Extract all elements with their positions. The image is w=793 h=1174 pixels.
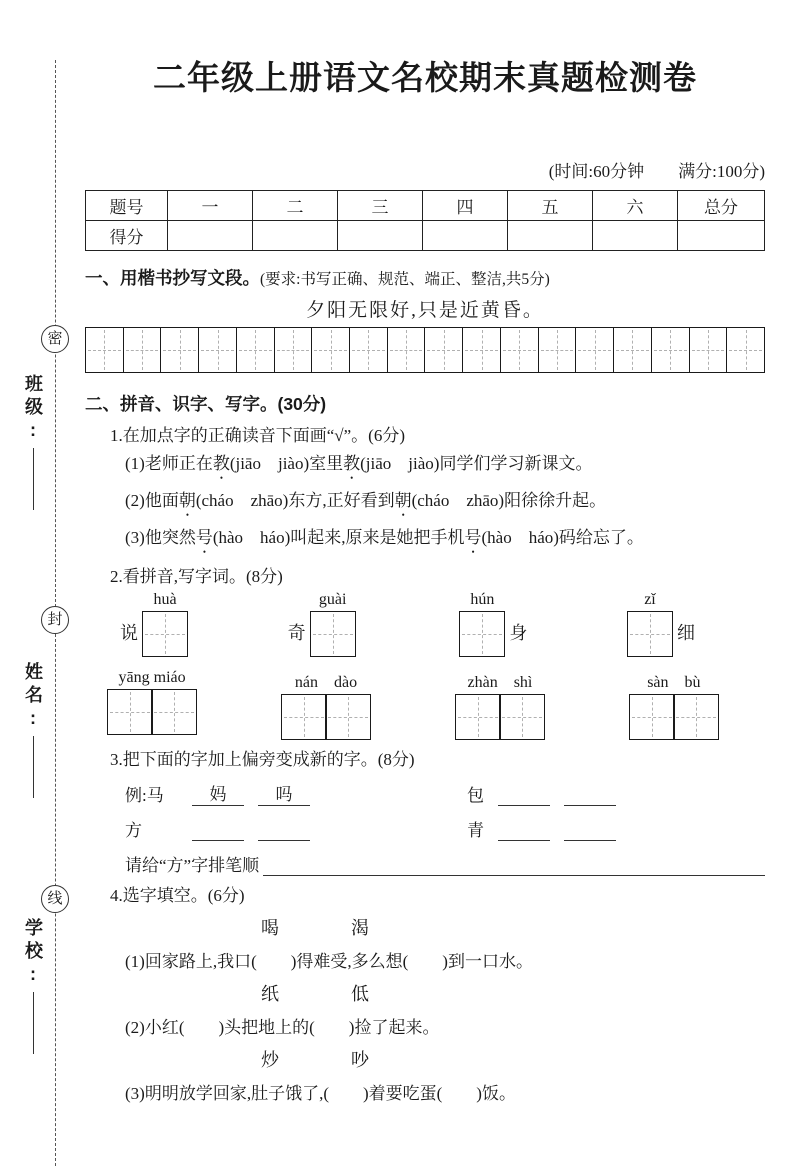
class-fill-line <box>33 448 34 510</box>
dotted-char: 教 <box>343 454 361 473</box>
score-blank-cell <box>168 221 253 251</box>
writing-cell <box>651 328 689 372</box>
answer-fill-line <box>263 875 765 876</box>
seal-char-label: 密 <box>47 331 63 347</box>
score-cell: 总分 <box>678 191 765 221</box>
q4-sentence: (1)回家路上,我口( )得难受,多么想( )到一口水。 <box>125 952 533 971</box>
score-cell: 二 <box>253 191 338 221</box>
name-field <box>18 662 48 798</box>
writing-cell <box>459 611 505 657</box>
q3-row-2 <box>85 816 765 841</box>
q1-item <box>85 524 765 557</box>
writing-cell <box>325 694 371 740</box>
pinyin-write-item <box>107 669 197 740</box>
seal-char-mi <box>41 325 69 353</box>
writing-cell <box>310 611 356 657</box>
choice-char: 吵 <box>351 1050 369 1070</box>
school-label: 学校: <box>23 918 43 989</box>
q1-item <box>85 487 765 520</box>
score-table-score-row <box>86 221 765 251</box>
seal-char-xian <box>41 885 69 913</box>
given-char: 身 <box>509 623 528 643</box>
pinyin-write-item <box>281 669 371 740</box>
school-field <box>18 918 48 1054</box>
stroke-order-prompt: 请给“方”字排笔顺 <box>125 856 260 875</box>
choice-char: 低 <box>351 984 369 1004</box>
answer-blank <box>564 784 616 806</box>
base-char: 方 <box>125 821 142 840</box>
writing-cell <box>462 328 500 372</box>
score-blank-cell <box>678 221 765 251</box>
section1-heading-text: 一、用楷书抄写文段。 <box>85 268 260 288</box>
pinyin-label: guài <box>318 591 347 608</box>
dotted-char: 号 <box>195 528 213 547</box>
writing-grid <box>459 611 505 657</box>
pinyin-options: (hào háo) <box>212 528 291 547</box>
answer-blank <box>192 819 244 841</box>
score-cell: 四 <box>423 191 508 221</box>
choice-char: 渴 <box>351 918 369 938</box>
score-cell: 得分 <box>86 221 168 251</box>
writing-cell <box>349 328 387 372</box>
q2-row1 <box>85 591 765 657</box>
given-char: 说 <box>120 623 138 643</box>
given-char: 细 <box>676 623 695 643</box>
stroke-order-line <box>85 851 765 876</box>
time-score-info: (时间:60分钟 满分:100分) <box>548 162 765 181</box>
writing-cell <box>86 328 123 372</box>
score-table <box>85 190 765 251</box>
choice-char: 炒 <box>261 1050 279 1070</box>
pinyin-write-item <box>288 591 360 657</box>
writing-cell <box>160 328 198 372</box>
seal-char-label: 封 <box>47 612 63 628</box>
writing-cell <box>151 689 197 735</box>
section1-requirement: (要求:书写正确、规范、端正、整洁,共5分) <box>260 271 550 288</box>
seal-char-feng <box>41 606 69 634</box>
writing-cell <box>629 694 675 740</box>
text-segment: 同学们学习新课文。 <box>439 454 593 473</box>
text-segment: 室里 <box>309 454 344 473</box>
q4-choices <box>85 1046 765 1072</box>
class-field <box>18 374 48 510</box>
writing-cell <box>387 328 425 372</box>
answer-blank <box>258 819 310 841</box>
writing-cell <box>613 328 651 372</box>
dotted-char: 教 <box>212 454 230 473</box>
q4-sentence: (2)小红( )头把地上的( )捡了起来。 <box>125 1018 440 1037</box>
writing-cell <box>123 328 161 372</box>
pinyin-options: (cháo zhāo) <box>195 491 289 510</box>
q3-title: 3.把下面的字加上偏旁变成新的字。(8分) <box>110 750 415 769</box>
answer-blank: 妈 <box>192 780 244 806</box>
copy-sentence: 夕阳无限好,只是近黄昏。 <box>306 300 544 321</box>
pinyin-label: zǐ <box>644 591 656 608</box>
writing-grid <box>310 611 356 657</box>
pinyin-write-item <box>623 591 695 657</box>
choice-char: 喝 <box>261 918 279 938</box>
q1-item <box>85 450 765 483</box>
score-cell: 一 <box>168 191 253 221</box>
writing-cell <box>281 694 327 740</box>
pinyin-options: (cháo zhāo) <box>411 491 505 510</box>
writing-grid <box>455 694 545 740</box>
score-blank-cell <box>423 221 508 251</box>
answer-blank: 吗 <box>258 780 310 806</box>
writing-cell <box>726 328 764 372</box>
seal-char-label: 线 <box>47 891 63 907</box>
pinyin-write-item <box>120 591 192 657</box>
base-char: 包 <box>467 786 484 805</box>
writing-cell <box>500 328 538 372</box>
writing-cell <box>627 611 673 657</box>
dotted-char: 朝 <box>178 491 196 510</box>
writing-grid <box>281 694 371 740</box>
writing-cell <box>274 328 312 372</box>
pinyin-cell <box>310 591 356 657</box>
writing-grid <box>629 694 719 740</box>
writing-cell <box>455 694 501 740</box>
example-label: 例:马 <box>125 786 164 805</box>
writing-cell <box>575 328 613 372</box>
school-fill-line <box>33 992 34 1054</box>
pinyin-label: huà <box>153 591 177 608</box>
section2-heading: 二、拼音、识字、写字。(30分) <box>85 394 327 414</box>
name-fill-line <box>33 736 34 798</box>
q2-row2 <box>85 669 765 740</box>
q3-row-example <box>85 780 765 806</box>
name-label: 姓名: <box>23 662 43 733</box>
writing-cell <box>142 611 188 657</box>
pinyin-label: yāng miáo <box>118 669 186 686</box>
writing-cell <box>236 328 274 372</box>
score-cell: 五 <box>508 191 593 221</box>
writing-cell <box>689 328 727 372</box>
dotted-char: 朝 <box>394 491 412 510</box>
text-segment: (1)老师正在 <box>125 454 213 473</box>
writing-cell <box>424 328 462 372</box>
pinyin-cell <box>459 591 505 657</box>
pinyin-options: (jiāo jiào) <box>360 454 440 473</box>
pinyin-write-item <box>455 591 527 657</box>
q4-choices <box>85 914 765 940</box>
text-segment: 阳徐徐升起。 <box>504 491 607 510</box>
score-blank-cell <box>253 221 338 251</box>
pinyin-options: (hào háo) <box>481 528 559 547</box>
text-segment: 码给忘了。 <box>558 528 644 547</box>
page-title: 二年级上册语文名校期末真题检测卷 <box>153 59 697 96</box>
pinyin-write-item <box>455 669 545 740</box>
given-char: 奇 <box>287 623 306 643</box>
q4-sentence: (3)明明放学回家,肚子饿了,( )着要吃蛋( )饭。 <box>125 1084 516 1103</box>
writing-cell <box>538 328 576 372</box>
writing-grid <box>627 611 673 657</box>
q2-title: 2.看拼音,写字词。(8分) <box>110 567 283 586</box>
text-segment: 东方,正好看到 <box>288 491 395 510</box>
writing-grid <box>142 611 188 657</box>
base-char: 青 <box>467 821 484 840</box>
score-cell: 六 <box>593 191 678 221</box>
pinyin-label: hún <box>470 591 495 608</box>
score-cell: 三 <box>338 191 423 221</box>
writing-cell <box>499 694 545 740</box>
section1-heading <box>85 265 765 290</box>
text-segment: (2)他面 <box>125 491 179 510</box>
dotted-char: 号 <box>464 528 482 547</box>
pinyin-write-item <box>629 669 719 740</box>
pinyin-cell <box>627 591 673 657</box>
answer-blank <box>498 784 550 806</box>
pinyin-label: sàn bù <box>647 674 701 691</box>
text-segment: 叫起来,原来是她把手机 <box>290 528 465 547</box>
pinyin-options: (jiāo jiào) <box>229 454 310 473</box>
writing-cell <box>198 328 236 372</box>
pinyin-label: zhàn shì <box>467 674 533 691</box>
choice-char: 纸 <box>261 984 279 1004</box>
writing-grid <box>107 689 197 735</box>
writing-cell <box>311 328 349 372</box>
writing-cell <box>673 694 719 740</box>
answer-blank <box>564 819 616 841</box>
score-blank-cell <box>593 221 678 251</box>
score-cell: 题号 <box>86 191 168 221</box>
writing-cell <box>107 689 153 735</box>
score-blank-cell <box>338 221 423 251</box>
copy-writing-grid <box>85 327 765 373</box>
pinyin-cell <box>142 591 188 657</box>
q4-choices <box>85 980 765 1006</box>
pinyin-label: nán dào <box>294 674 358 691</box>
q4-title: 4.选字填空。(6分) <box>110 886 245 905</box>
class-label: 班级: <box>23 374 43 445</box>
text-segment: (3)他突然 <box>125 528 196 547</box>
score-table-header-row <box>86 191 765 221</box>
score-blank-cell <box>508 221 593 251</box>
answer-blank <box>498 819 550 841</box>
exam-paper <box>85 52 765 1104</box>
q1-title: 1.在加点字的正确读音下面画“√”。(6分) <box>110 426 405 445</box>
